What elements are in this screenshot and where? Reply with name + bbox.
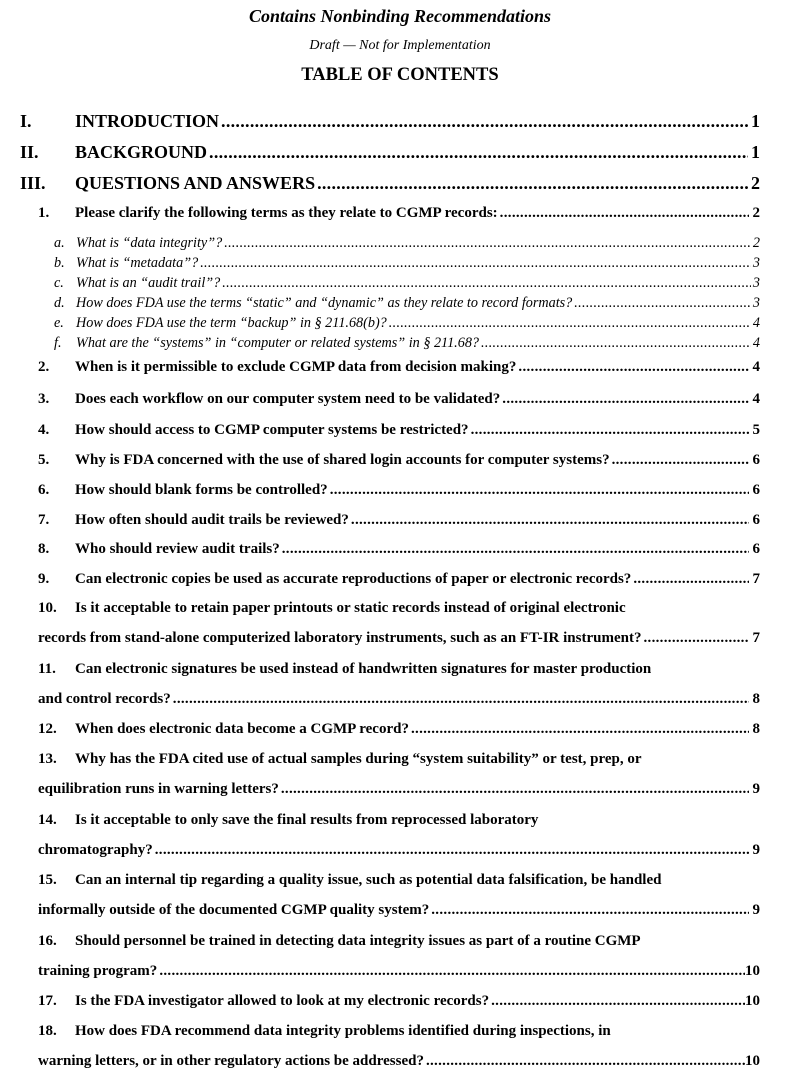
question-text: Why is FDA concerned with the use of shared login accounts for computer systems? xyxy=(75,452,610,468)
question-text: Should personnel be trained in detecting data integrity issues as part of a routine CGMP xyxy=(75,933,641,949)
subitem-letter: b. xyxy=(54,255,65,271)
page-number: 8 xyxy=(752,721,760,737)
question-number: 8. xyxy=(38,541,50,557)
dot-leader xyxy=(574,295,751,312)
toc-question-8[interactable] xyxy=(38,541,760,561)
dot-leader xyxy=(481,335,751,352)
dot-leader xyxy=(411,721,749,738)
section-title: BACKGROUND xyxy=(75,142,208,162)
page-number: 2 xyxy=(751,173,760,193)
dot-leader xyxy=(518,359,749,376)
question-text: Why has the FDA cited use of actual samples during “system suitability” or test, prep, or xyxy=(75,751,642,767)
page-number: 4 xyxy=(752,335,760,351)
toc-question-11-line2[interactable] xyxy=(38,691,760,711)
page-number: 5 xyxy=(752,422,760,438)
page-number: 1 xyxy=(751,111,760,131)
toc-question-18-line2[interactable] xyxy=(38,1053,760,1073)
question-number: 2. xyxy=(38,359,50,375)
question-text-continued: records from stand-alone computerized laboratory instruments, such as an FT-IR instrument? xyxy=(38,630,642,646)
dot-leader xyxy=(200,255,751,272)
dot-leader xyxy=(159,963,745,980)
toc-section-3[interactable] xyxy=(20,173,760,195)
page-number: 6 xyxy=(752,452,760,468)
toc-question-18-line1[interactable] xyxy=(38,1023,760,1043)
subitem-letter: f. xyxy=(54,335,62,351)
toc-question-11-line1[interactable] xyxy=(38,661,760,681)
question-text: Is it acceptable to only save the final results from reprocessed laboratory xyxy=(75,812,539,828)
toc-question-16-line1[interactable] xyxy=(38,933,760,953)
toc-question-9[interactable] xyxy=(38,571,760,591)
page-number: 8 xyxy=(752,691,760,707)
subitem-text: How does FDA use the terms “static” and “dynamic” as they relate to record formats? xyxy=(76,295,573,311)
page-number: 1 xyxy=(751,142,760,162)
question-text-continued: and control records? xyxy=(38,691,171,707)
dot-leader xyxy=(209,142,748,163)
toc-question-4[interactable] xyxy=(38,422,760,442)
dot-leader xyxy=(173,691,749,708)
dot-leader xyxy=(222,275,751,292)
question-number: 1. xyxy=(38,205,50,221)
question-number: 14. xyxy=(38,812,57,828)
dot-leader xyxy=(431,902,749,919)
toc-question-3[interactable] xyxy=(38,391,760,411)
toc-question-1[interactable] xyxy=(38,205,760,225)
question-text: Is it acceptable to retain paper printouts or static records instead of original electronic xyxy=(75,600,626,616)
page-number: 3 xyxy=(752,275,760,291)
question-number: 3. xyxy=(38,391,50,407)
toc-subitem-d[interactable] xyxy=(54,295,760,313)
dot-leader xyxy=(389,315,751,332)
page-number: 4 xyxy=(752,391,760,407)
question-text: Is the FDA investigator allowed to look at my electronic records? xyxy=(75,993,490,1009)
toc-question-5[interactable] xyxy=(38,452,760,472)
toc-question-14-line1[interactable] xyxy=(38,812,760,832)
dot-leader xyxy=(155,842,749,859)
toc-section-1[interactable] xyxy=(20,111,760,133)
section-number: II. xyxy=(20,142,39,162)
toc-question-14-line2[interactable] xyxy=(38,842,760,862)
toc-question-10-line1[interactable] xyxy=(38,600,760,620)
dot-leader xyxy=(224,235,751,252)
page-number: 9 xyxy=(752,781,760,797)
question-text: Can electronic signatures be used instead of handwritten signatures for master production xyxy=(75,661,652,677)
toc-question-15-line1[interactable] xyxy=(38,872,760,892)
question-number: 16. xyxy=(38,933,57,949)
question-text: How should blank forms be controlled? xyxy=(75,482,328,498)
question-text: Does each workflow on our computer system need to be validated? xyxy=(75,391,501,407)
question-number: 4. xyxy=(38,422,50,438)
question-number: 15. xyxy=(38,872,57,888)
dot-leader xyxy=(426,1053,745,1070)
toc-question-10-line2[interactable] xyxy=(38,630,760,650)
page-number: 9 xyxy=(752,902,760,918)
toc-subitem-a[interactable] xyxy=(54,235,760,253)
toc-section-2[interactable] xyxy=(20,142,760,164)
toc-question-13-line1[interactable] xyxy=(38,751,760,771)
toc-subitem-e[interactable] xyxy=(54,315,760,333)
document-note: Contains Nonbinding Recommendations xyxy=(248,6,552,26)
page-number: 7 xyxy=(752,571,760,587)
toc-subitem-c[interactable] xyxy=(54,275,760,293)
subitem-text: What is “data integrity”? xyxy=(76,235,223,251)
question-number: 9. xyxy=(38,571,50,587)
question-text-continued: training program? xyxy=(38,963,158,979)
toc-subitem-f[interactable] xyxy=(54,335,760,353)
dot-leader xyxy=(282,541,749,558)
question-number: 11. xyxy=(38,661,56,677)
dot-leader xyxy=(317,173,748,194)
toc-question-12[interactable] xyxy=(38,721,760,741)
page-number: 6 xyxy=(752,512,760,528)
dot-leader xyxy=(351,512,749,529)
question-number: 18. xyxy=(38,1023,57,1039)
toc-title: TABLE OF CONTENTS xyxy=(301,65,499,85)
dot-leader xyxy=(633,571,749,588)
question-text-continued: chromatography? xyxy=(38,842,153,858)
dot-leader xyxy=(281,781,749,798)
page-number: 6 xyxy=(752,482,760,498)
subitem-letter: c. xyxy=(54,275,64,291)
dot-leader xyxy=(471,422,749,439)
subitem-text: What is an “audit trail”? xyxy=(76,275,221,291)
section-title: QUESTIONS AND ANSWERS xyxy=(75,173,316,193)
page-number: 2 xyxy=(752,205,760,221)
dot-leader xyxy=(491,993,745,1010)
question-text: Can electronic copies be used as accurate reproductions of paper or electronic records? xyxy=(75,571,632,587)
question-number: 6. xyxy=(38,482,50,498)
page-number: 9 xyxy=(752,842,760,858)
toc-question-13-line2[interactable] xyxy=(38,781,760,801)
question-number: 12. xyxy=(38,721,57,737)
subitem-letter: d. xyxy=(54,295,65,311)
section-number: I. xyxy=(20,111,32,131)
dot-leader xyxy=(643,630,749,647)
toc-question-15-line2[interactable] xyxy=(38,902,760,922)
question-text: Can an internal tip regarding a quality issue, such as potential data falsification, be handled xyxy=(75,872,662,888)
section-title: INTRODUCTION xyxy=(75,111,220,131)
dot-leader xyxy=(612,452,749,469)
subitem-text: What is “metadata”? xyxy=(76,255,199,271)
question-text: How often should audit trails be reviewed? xyxy=(75,512,349,528)
question-number: 7. xyxy=(38,512,50,528)
question-number: 17. xyxy=(38,993,57,1009)
page-number: 3 xyxy=(752,255,760,271)
page-number: 4 xyxy=(752,359,760,375)
dot-leader xyxy=(330,482,749,499)
dot-leader xyxy=(502,391,749,408)
question-text-continued: informally outside of the documented CGMP quality system? xyxy=(38,902,430,918)
section-number: III. xyxy=(20,173,46,193)
toc-question-7[interactable] xyxy=(38,512,760,532)
page-number: 10 xyxy=(745,963,760,979)
subitem-text: How does FDA use the term “backup” in § 211.68(b)? xyxy=(76,315,387,331)
page-number: 6 xyxy=(752,541,760,557)
dot-leader xyxy=(500,205,749,222)
toc-question-16-line2[interactable] xyxy=(38,963,760,983)
question-number: 5. xyxy=(38,452,50,468)
question-text: Who should review audit trails? xyxy=(75,541,280,557)
page-number: 10 xyxy=(745,1053,760,1069)
question-text-continued: equilibration runs in warning letters? xyxy=(38,781,279,797)
subitem-letter: a. xyxy=(54,235,65,251)
question-number: 13. xyxy=(38,751,57,767)
question-text: When does electronic data become a CGMP record? xyxy=(75,721,409,737)
draft-notice: Draft — Not for Implementation xyxy=(309,38,491,53)
toc-question-2[interactable] xyxy=(38,359,760,379)
question-text: How does FDA recommend data integrity problems identified during inspections, in xyxy=(75,1023,611,1039)
page-number: 7 xyxy=(752,630,760,646)
question-text: How should access to CGMP computer systems be restricted? xyxy=(75,422,469,438)
toc-question-17[interactable] xyxy=(38,993,760,1013)
question-text-continued: warning letters, or in other regulatory actions be addressed? xyxy=(38,1053,424,1069)
question-text: When is it permissible to exclude CGMP data from decision making? xyxy=(75,359,517,375)
question-text: Please clarify the following terms as they relate to CGMP records: xyxy=(75,205,498,221)
question-number: 10. xyxy=(38,600,57,616)
subitem-text: What are the “systems” in “computer or related systems” in § 211.68? xyxy=(76,335,480,351)
toc-question-6[interactable] xyxy=(38,482,760,502)
dot-leader xyxy=(221,111,748,132)
subitem-letter: e. xyxy=(54,315,64,331)
page-number: 4 xyxy=(752,315,760,331)
page-number: 10 xyxy=(745,993,760,1009)
toc-subitem-b[interactable] xyxy=(54,255,760,273)
page-number: 3 xyxy=(752,295,760,311)
page-number: 2 xyxy=(752,235,760,251)
